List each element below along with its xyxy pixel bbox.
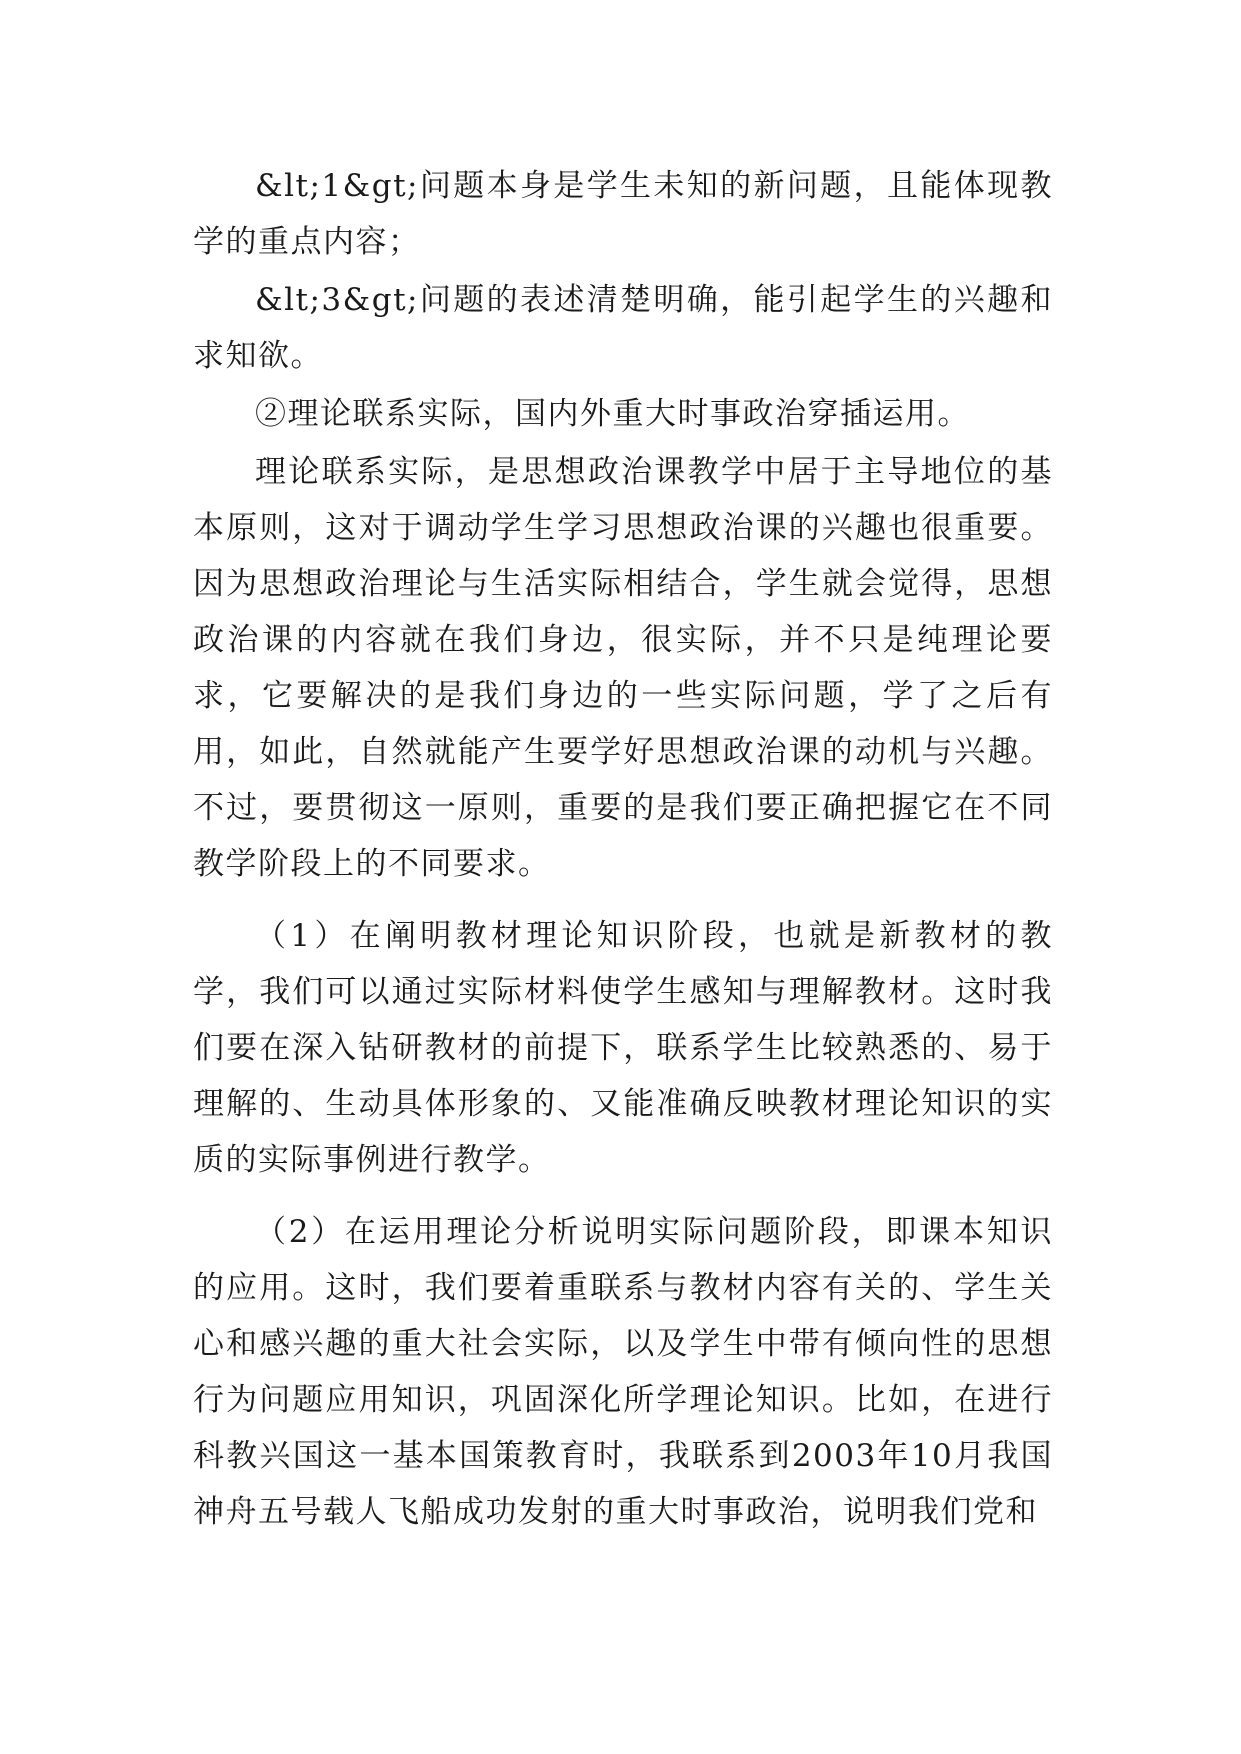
paragraph-criterion-1: &lt;1&gt;问题本身是学生未知的新问题，且能体现教学的重点内容；	[193, 168, 1053, 260]
paragraph-stage-2: （2）在运用理论分析说明实际问题阶段，即课本知识的应用。这时，我们要着重联系与教材内容有关的、学生关心和感兴趣的重大社会实际，以及学生中带有倾向性的思想行为问题应用知识，巩固深化所学理论知识。比如，在进行科教兴国这一基本国策教育时，我联系到2003年10月我国神舟五号载人飞船成功发射的重大时事政治，说明我们党和	[193, 1214, 1053, 1530]
document-page	[193, 158, 1053, 1556]
paragraph-section-heading: ②理论联系实际，国内外重大时事政治穿插运用。	[255, 396, 970, 432]
paragraph-theory-practice: 理论联系实际，是思想政治课教学中居于主导地位的基本原则，这对于调动学生学习思想政治课的兴趣也很重要。因为思想政治理论与生活实际相结合，学生就会觉得，思想政治课的内容就在我们身边，很实际，并不只是纯理论要求，它要解决的是我们身边的一些实际问题，学了之后有用，如此，自然就能产生要学好思想政治课的动机与兴趣。不过，要贯彻这一原则，重要的是我们要正确把握它在不同教学阶段上的不同要求。	[193, 454, 1053, 882]
paragraph-criterion-3: &lt;3&gt;问题的表述清楚明确，能引起学生的兴趣和求知欲。	[193, 282, 1053, 374]
paragraph-stage-1: （1）在阐明教材理论知识阶段，也就是新教材的教学，我们可以通过实际材料使学生感知与理解教材。这时我们要在深入钻研教材的前提下，联系学生比较熟悉的、易于理解的、生动具体形象的、又能准确反映教材理论知识的实质的实际事例进行教学。	[193, 918, 1053, 1178]
